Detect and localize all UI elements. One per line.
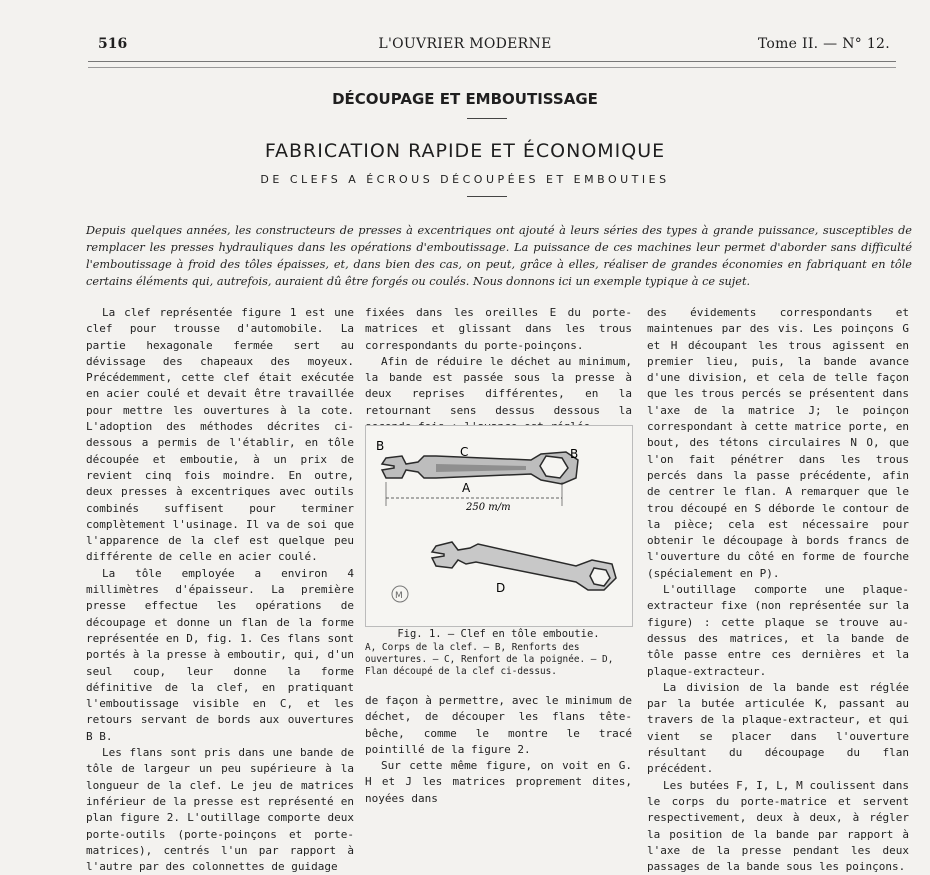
header-rule-secondary xyxy=(88,67,896,68)
paragraph: La tôle employée a environ 4 millimètres d'épaisseur. La première presse effectue les opérations de découpage et donne un flan de la forme représentée en D, fig. 1. Ces flans sont portés à la presse à emboutir, qui, d'un seul coup, leur donne la forme définitive de la clef, en pratiquant l'emboutissage visible en C, et les retours servant de bords aux ouvertures B B. xyxy=(86,566,354,743)
paragraph: Les butées F, I, L, M coulissent dans le corps du porte-matrice et servent respectivement, deux à deux, à régler la position de la bande par rapport à l'axe de la presse pendant les deux passages de la bande sous les poinçons. xyxy=(647,778,909,874)
wrench-finished xyxy=(382,452,578,484)
paragraph: des évidements correspondants et maintenues par des vis. Les poinçons G et H découpant les trous agissent en premier lieu, puis, la bande avance d'une division, et cela de telle façon que les trous percés se présentent dans l'axe de la matrice J; le poinçon correspondant à cette matrice porte, en bout, des tétons circulaires N O, que l'on fait pénétrer dans les trous percés dans la passe précédente, afin de centrer le flan. A remarquer que le trou découpé en S déborde le contour de la pièce; cela est nécessaire pour obtenir le découpage à bords francs de l'ouverture du côté en forme de fourche (spécialement en P). xyxy=(647,306,909,580)
label-a: A xyxy=(462,481,471,495)
figure-caption xyxy=(365,628,632,678)
section-title: DÉCOUPAGE ET EMBOUTISSAGE xyxy=(332,90,598,108)
page-header xyxy=(0,36,930,56)
wrench-blank xyxy=(432,542,616,590)
article-intro: Depuis quelques années, les constructeurs de presses à excentriques ont ajouté à leurs séries des types à grande puissance, susceptibles de remplacer les presses hydrauliques dans les opérations d'emboutissage. La puissance de ces machines leur permet d'aborder sans difficulté l'emboutissage à froid des tôles épaisses, et, dans bien des cas, on peut, grâce à elles, réaliser de grandes économies en fabriquant en tôle certains éléments qui, autrefois, auraient dû être forgés ou coulés. Nous donnons ici un exemple typique à ce sujet. xyxy=(86,224,912,288)
label-b-right: B xyxy=(570,447,579,461)
column-3 xyxy=(647,305,909,875)
label-c: C xyxy=(460,445,469,459)
paragraph: La division de la bande est réglée par la butée articulée K, passant au travers de la plaque-extracteur, et qui vient se placer dans l'ouverture résultant du découpage du flan précédent. xyxy=(647,680,909,776)
wrench-illustration xyxy=(366,426,632,626)
paragraph: fixées dans les oreilles E du porte-matrices et glissant dans les trous correspondants du porte-poinçons. xyxy=(365,306,632,352)
title-divider xyxy=(467,196,507,197)
page-number: 516 xyxy=(98,36,128,52)
paragraph: de façon à permettre, avec le minimum de déchet, de découper les flans tête-bêche, comme le montre le tracé pointillé de la figure 2. xyxy=(365,694,632,756)
label-b-left: B xyxy=(376,439,385,453)
figure-caption-title: Fig. 1. — Clef en tôle emboutie. xyxy=(397,628,600,640)
column-1 xyxy=(86,305,354,875)
issue-number: Tome II. — N° 12. xyxy=(757,36,890,52)
article-title: FABRICATION RAPIDE ET ÉCONOMIQUE xyxy=(264,140,666,162)
section-divider xyxy=(467,118,507,119)
column-2-top xyxy=(365,305,632,435)
paragraph: Les flans sont pris dans une bande de tôle de largeur un peu supérieure à la longueur de la clef. Le jeu de matrices inférieur de la presse est représenté en plan figure 2. L'outillage comporte deux porte-outils (porte-poinçons et porte-matrices), centrés l'un par rapport à l'autre par des colonnettes de guidage xyxy=(86,746,354,874)
paragraph: L'outillage comporte une plaque-extracteur fixe (non représentée sur la figure) : cette plaque se trouve au-dessus des matrices, et la bande de tôle passe entre ces dernières et la plaque-extracteur. xyxy=(647,583,909,678)
paragraph: Sur cette même figure, on voit en G. H et J les matrices proprement dites, noyées dans xyxy=(365,759,632,805)
dimension-label: 250 m/m xyxy=(466,502,511,513)
journal-title: L'OUVRIER MODERNE xyxy=(378,36,552,52)
column-2-bottom xyxy=(365,693,632,807)
paragraph: Afin de réduire le déchet au minimum, la bande est passée sous la presse à deux reprises différentes, en la retournant sens dessus dessous la xyxy=(365,354,632,417)
paragraph: La clef représentée figure 1 est une clef pour trousse d'automobile. La partie hexagonale fermée sert au dévissage des chapeaux des moyeux. Précédemment, cette clef était exécutée en acier coulé et devait être travaillée pour mettre les ouvertures à la cote. L'adoption des méthodes décrites ci-dessous a permis de l'établir, en tôle découpée et emboutie, à un prix de revient cinq fois moindre. En outre, deux presses à excentriques avec outils combinés suffisent pour terminer complètement l'usinage. Il va de soi que l'apparence de la clef est quelque peu différente de celle en acier coulé. xyxy=(86,306,354,564)
monogram-label: M xyxy=(395,591,403,601)
article-subtitle: DE CLEFS A ÉCROUS DÉCOUPÉES ET EMBOUTIES xyxy=(260,173,670,186)
figure-1 xyxy=(365,425,633,627)
figure-caption-text: A, Corps de la clef. — B, Renforts des ouvertures. — C, Renfort de la poignée. — D, Flan découpé de la clef ci-dessus. xyxy=(365,642,614,677)
label-d: D xyxy=(496,581,506,595)
header-rule xyxy=(88,61,896,62)
